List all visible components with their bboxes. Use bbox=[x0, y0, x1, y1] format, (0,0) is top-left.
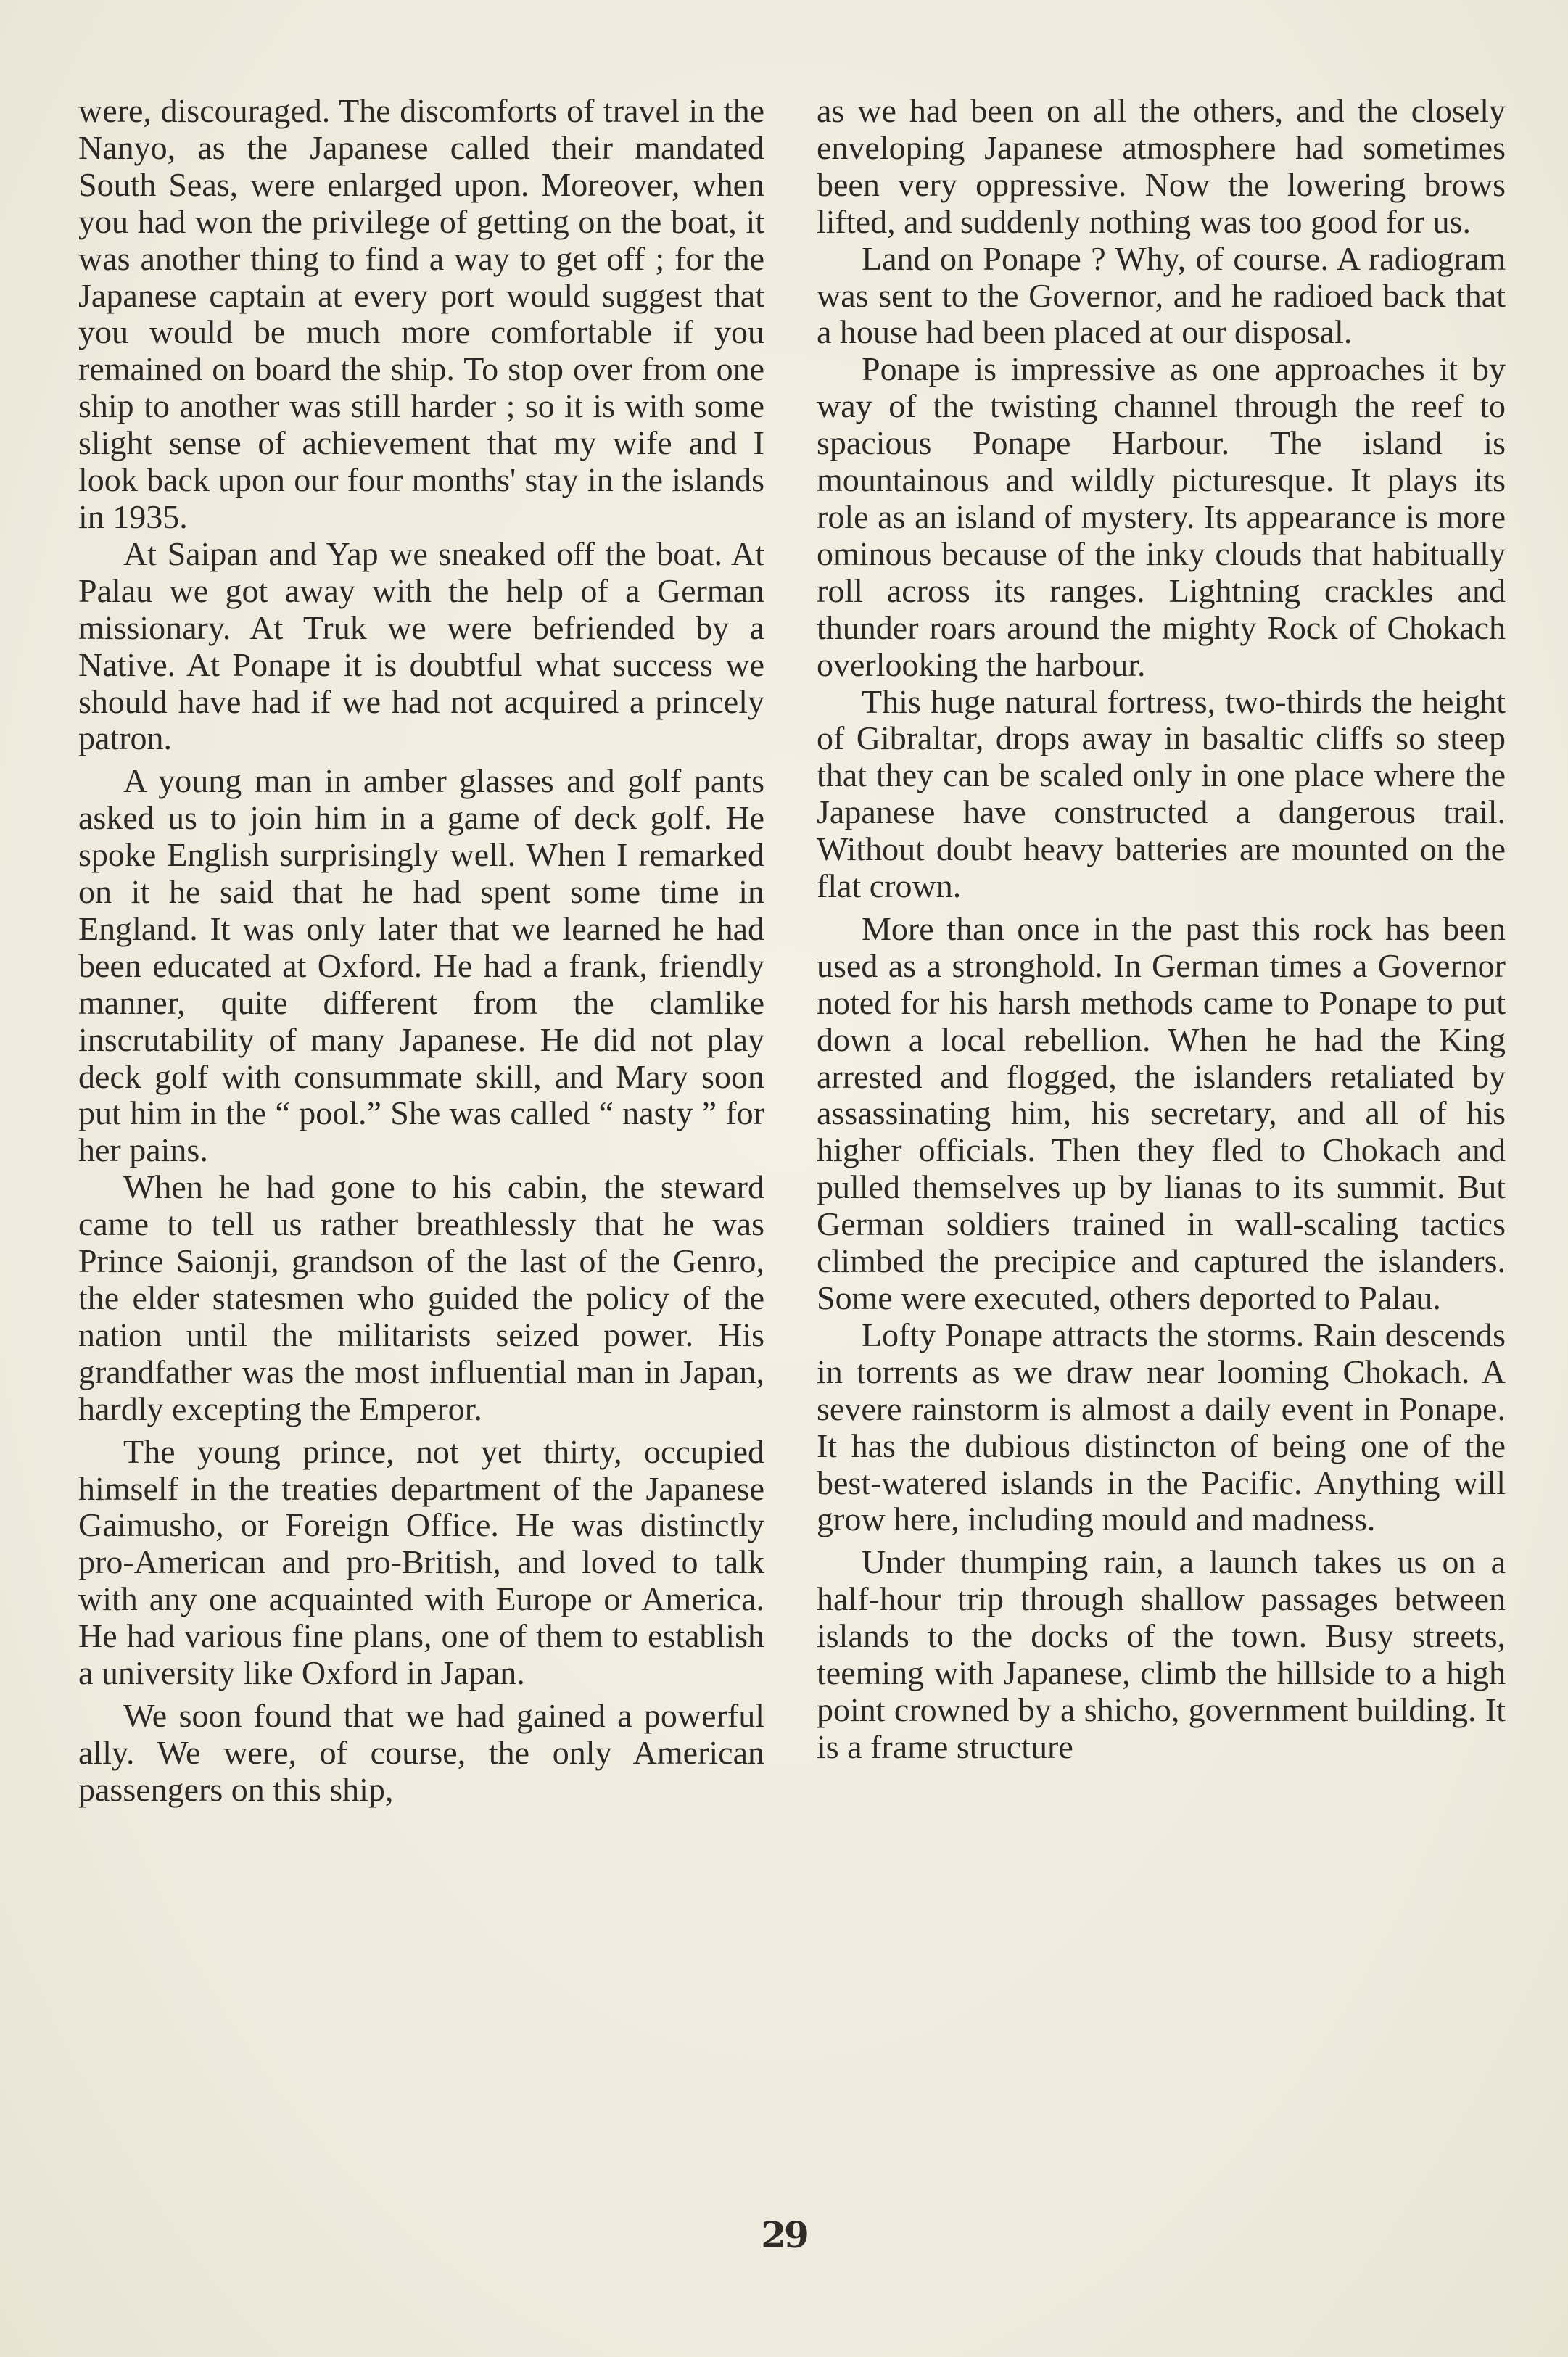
paragraph: At Saipan and Yap we sneaked off the boat. At Palau we got away with the help of a German missionary. At Truk we were befriended by a Native. At Ponape it is doubtful what success we should have had if we had not acquired a princely patron. bbox=[78, 534, 764, 757]
paragraph: were, discouraged. The discomforts of travel in the Nanyo, as the Japanese called their mandated South Seas, were enlarged upon. Moreover, when you had won the privilege of getting on the boat, it was another thing to find a way to get off ; for the Japanese captain at every port would suggest that you would be much more comfortable if you remained on board the ship. To stop over from one ship to another was still harder ; so it is with some slight sense of achievement that my wife and I look back upon our four months' stay in the islands in 1935. bbox=[78, 92, 764, 535]
left-column bbox=[78, 93, 764, 1809]
paragraph: as we had been on all the others, and the closely enveloping Japanese atmosphere had sometimes been very oppressive. Now the lowering brows lifted, and suddenly nothing was too good for us. bbox=[817, 92, 1506, 240]
paragraph: Under thumping rain, a launch takes us on a half-hour trip through shallow passages between islands to the docks of the town. Busy streets, teeming with Japanese, climb the hillside to a high point crowned by a shicho, government building. It is a frame structure bbox=[817, 1543, 1506, 1765]
paragraph: Ponape is impressive as one approaches it by way of the twisting channel through the reef to spacious Ponape Harbour. The island is mountainous and wildly picturesque. It plays its role as an island of mystery. Its appearance is more ominous because of the inky clouds that habitually roll across its ranges. Lightning crackles and thunder roars around the mighty Rock of Chokach overlooking the harbour. bbox=[817, 350, 1506, 683]
paragraph: Land on Ponape ? Why, of course. A radiogram was sent to the Governor, and he radioed back that a house had been placed at our disposal. bbox=[817, 239, 1506, 351]
paragraph: More than once in the past this rock has been used as a stronghold. In German times a Governor noted for his harsh methods came to Ponape to put down a local rebellion. When he had the King arrested and flogged, the islanders retaliated by assassinating him, his secretary, and all of his higher officials. Then they fled to Chokach and pulled themselves up by lianas to its summit. But German soldiers trained in wall-scaling tactics climbed the precipice and captured the islanders. Some were executed, others deported to Palau. bbox=[817, 909, 1506, 1316]
paragraph: A young man in amber glasses and golf pants asked us to join him in a game of deck golf. He spoke English surprisingly well. When I remarked on it he said that he had spent some time in England. It was only later that we learned he had been educated at Oxford. He had a frank, friendly manner, quite different from the clamlike inscrutability of many Japanese. He did not play deck golf with consummate skill, and Mary soon put him in the “ pool.” She was called “ nasty ” for her pains. bbox=[78, 762, 764, 1169]
page-number: 29 bbox=[761, 2213, 807, 2256]
paragraph: We soon found that we had gained a powerful ally. We were, of course, the only American passengers on this ship, bbox=[78, 1696, 764, 1808]
paragraph: Lofty Ponape attracts the storms. Rain descends in torrents as we draw near looming Chokach. A severe rainstorm is almost a daily event in Ponape. It has the dubious distincton of being one of the best-watered islands in the Pacific. Anything will grow here, including mould and madness. bbox=[817, 1316, 1506, 1538]
paragraph: When he had gone to his cabin, the steward came to tell us rather breathlessly that he was Prince Saionji, grandson of the last of the Genro, the elder statesmen who guided the policy of the nation until the militarists seized power. His grandfather was the most influential man in Japan, hardly excepting the Emperor. bbox=[78, 1168, 764, 1427]
paragraph: The young prince, not yet thirty, occupied himself in the treaties department of the Japanese Gaimusho, or Foreign Office. He was distinctly pro-American and pro-British, and loved to talk with any one acquainted with Europe or America. He had various fine plans, one of them to establish a university like Oxford in Japan. bbox=[78, 1432, 764, 1692]
right-column bbox=[817, 93, 1506, 1766]
paragraph: This huge natural fortress, two-thirds the height of Gibraltar, drops away in basaltic cliffs so steep that they can be scaled only in one place where the Japanese have constructed a dangerous trail. Without doubt heavy batteries are mounted on the flat crown. bbox=[817, 682, 1506, 905]
